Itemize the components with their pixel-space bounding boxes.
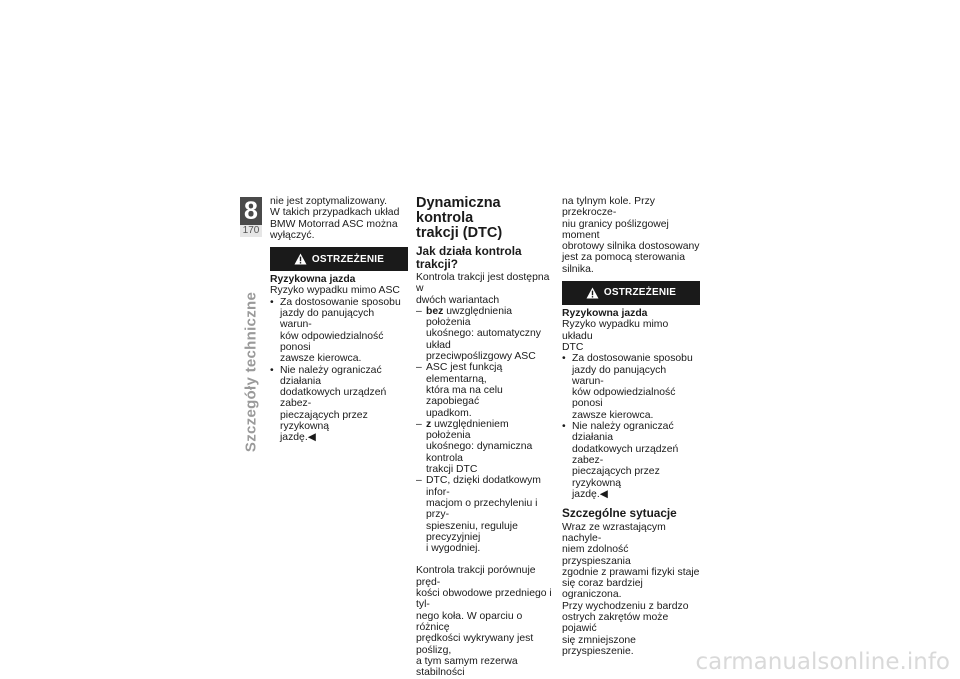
chapter-tab <box>240 197 262 253</box>
warning-bullets <box>270 297 408 444</box>
list-item: – ASC jest funkcją elementarną, która ma na celu zapobiegać upadkom. <box>416 362 554 418</box>
col1-intro: nie jest zoptymalizowany. W takich przypadkach układ BMW Motorrad ASC można wyłączyć. <box>270 196 400 241</box>
column-3 <box>562 196 700 657</box>
list-item: • Za dostosowanie sposobu jazdy do panujących warun- ków odpowiedzialność ponosi zawsze kierowca. <box>270 297 408 365</box>
warning-banner <box>270 247 408 271</box>
list-item: – z uwzględnieniem położenia ukośnego: dynamiczna kontrola trakcji DTC <box>416 419 554 475</box>
warning-triangle-icon <box>586 287 599 299</box>
side-title-text: Szczegóły techniczne <box>242 291 260 453</box>
list-item: – bez uwzględnienia położenia ukośnego: automatyczny układ przeciwpoślizgowy ASC <box>416 306 554 362</box>
watermark: carmanualsonline.info <box>695 649 950 675</box>
column-1 <box>270 196 408 444</box>
end-mark-icon: ◀ <box>599 488 608 500</box>
col2-paragraph: Kontrola trakcji porównuje pręd- kości obwodowe przedniego i tyl- nego koła. W oparciu o różnicę prędkości wykrywany jest poślizg, a tym samym rezerwa stabilności <box>416 565 552 679</box>
warning-text: Ryzyko wypadku mimo układu DTC <box>562 319 669 353</box>
warning-title: Ryzykowna jazda <box>270 274 356 286</box>
col2-intro: Kontrola trakcji jest dostępna w dwóch wariantach <box>416 272 550 306</box>
subsection-heading: Szczególne sytuacje <box>562 506 677 521</box>
list-item: • Za dostosowanie sposobu jazdy do panujących warun- ków odpowiedzialność ponosi zawsze kierowca. <box>562 353 700 421</box>
column-2 <box>416 196 554 678</box>
warning-bullets <box>562 353 700 500</box>
page-number: 170 <box>240 225 262 237</box>
warning-text: Ryzyko wypadku mimo ASC <box>270 285 400 297</box>
section-heading: Dynamiczna kontrola trakcji (DTC) <box>416 195 503 241</box>
col3-paragraph: Wraz ze wzrastającym nachyle- niem zdolność przyspieszania zgodnie z prawami fizyki staje się coraz bardziej ograniczona. Przy wychodzeniu z bardzo ostrych zakrętów może pojawić się zmniejszone przyspieszenie. <box>562 521 700 657</box>
chapter-number: 8 <box>240 197 262 225</box>
list-item: – DTC, dzięki dodatkowym infor- macjom o przechyleniu i przy- spieszeniu, reguluje precyzyjniej i wygodniej. <box>416 475 554 554</box>
variants-list <box>416 306 554 555</box>
warning-triangle-icon <box>294 253 307 265</box>
warning-label: OSTRZEŻENIE <box>603 287 677 299</box>
warning-banner <box>562 281 700 305</box>
warning-label: OSTRZEŻENIE <box>311 253 385 265</box>
list-item: • Nie należy ograniczać działania dodatkowych urządzeń zabez- pieczających przez ryzykowną jazdę.◀ <box>562 421 700 500</box>
end-mark-icon: ◀ <box>307 432 316 444</box>
subsection-heading: Jak działa kontrola trakcji? <box>416 244 522 271</box>
list-item: • Nie należy ograniczać działania dodatkowych urządzeń zabez- pieczających przez ryzykowną jazdę.◀ <box>270 365 408 444</box>
warning-title: Ryzykowna jazda <box>562 308 648 320</box>
col3-intro: na tylnym kole. Przy przekrocze- niu granicy poślizgowej moment obrotowy silnika dostosowany jest za pomocą sterowania silnika. <box>562 196 700 275</box>
